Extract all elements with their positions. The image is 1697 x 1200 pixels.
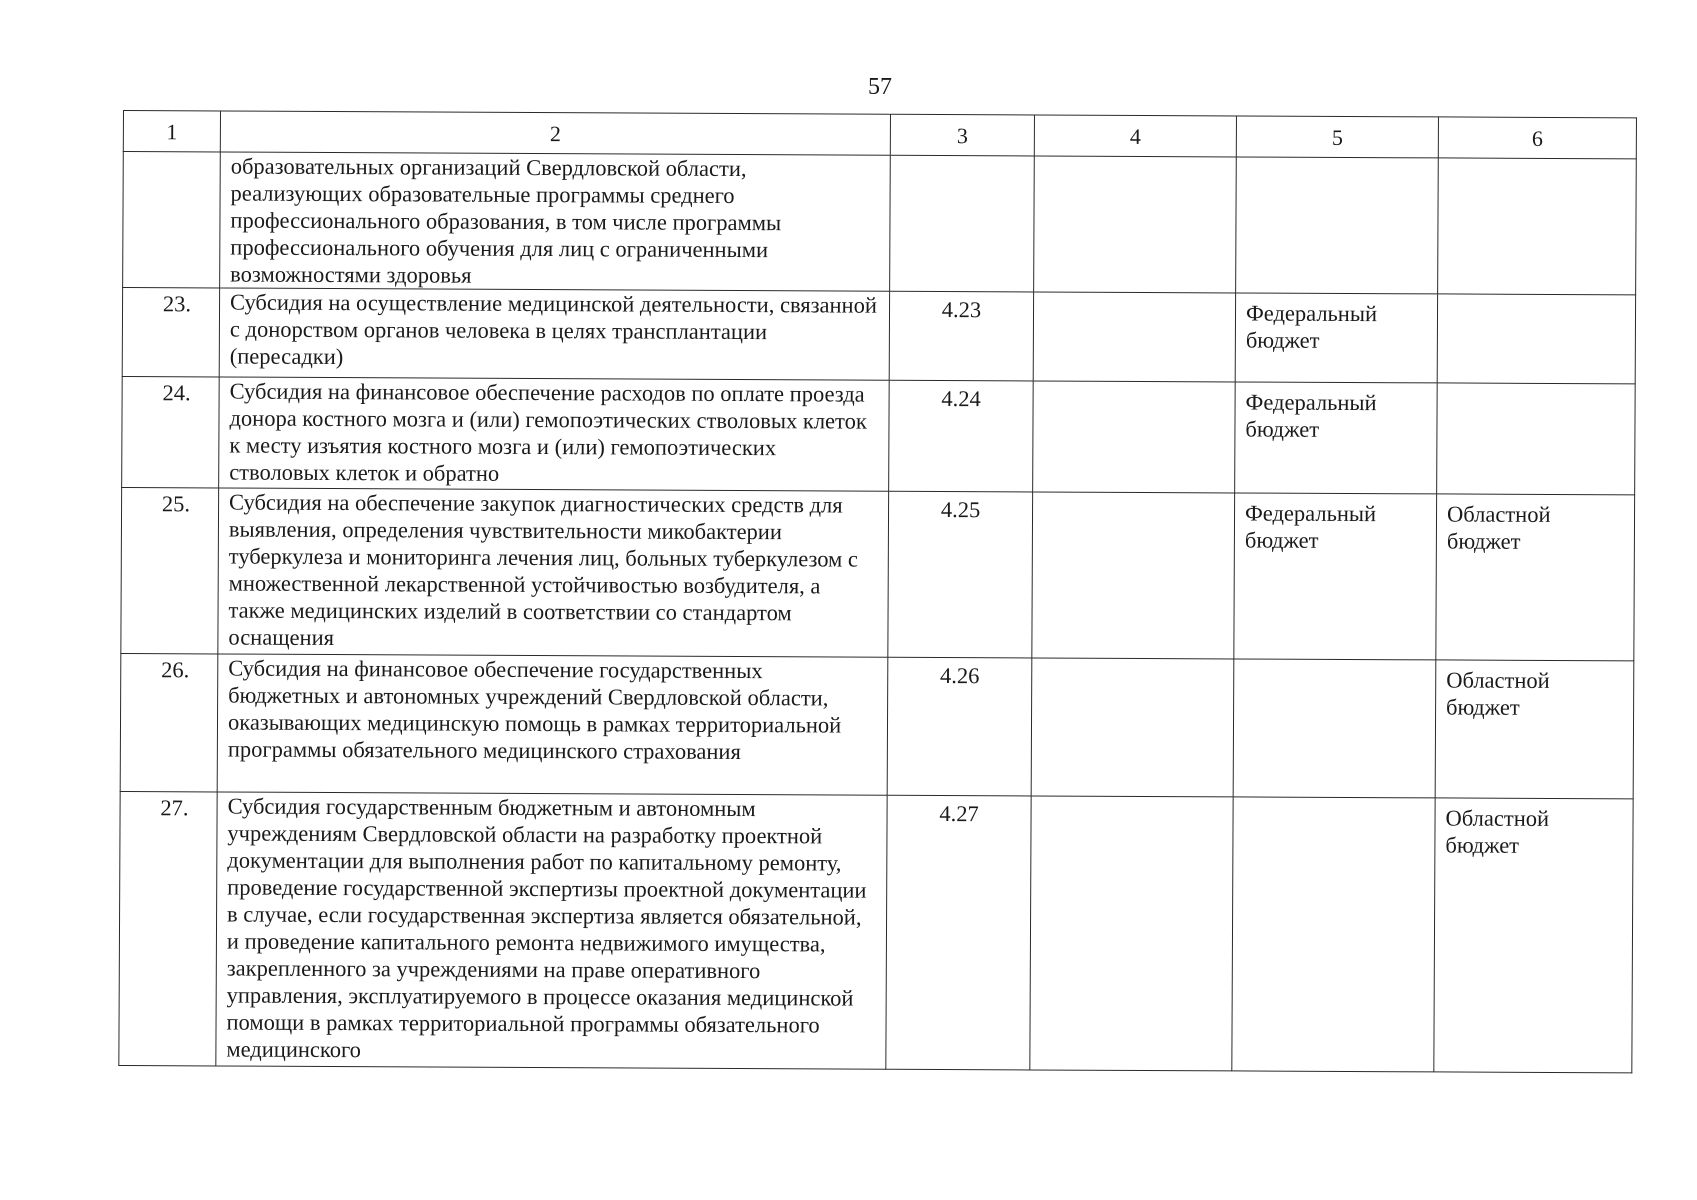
row-col4 — [1033, 381, 1236, 493]
row-number: 24. — [122, 376, 220, 487]
row-col4 — [1032, 492, 1235, 659]
row-budget-regional: Областной бюджет — [1435, 660, 1634, 799]
column-header-3: 3 — [890, 114, 1034, 156]
row-budget-regional: Областной бюджет — [1436, 494, 1635, 661]
row-col4 — [1030, 796, 1233, 1071]
row-name: образовательных организаций Свердловской области, реализующих образовательные программы среднего профессионального образования, в том числе программы профессионального обучения для лиц с ограниченными возможностями здоровья — [220, 152, 891, 291]
row-name: Субсидия на обеспечение закупок диагностических средств для выявления, определения чувствительности микобактерии туберкулеза и мониторинга лечения лиц, больных туберкулезом с множественной лекарственной устойчивостью возбудителя, а также медицинских изделий в соответствии со стандартом оснащения — [218, 488, 889, 657]
row-name: Субсидия государственным бюджетным и автономным учреждениям Свердловской области на разработку проектной документации для выполнения работ по капитальному ремонту, проведение государственной экспертизы проектной документации в случае, если государственная экспертиза является обязательной, и проведение капитального ремонта недвижимого имущества, закрепленного за учреждениями на праве оперативного управления, эксплуатируемого в процессе оказания медицинской помощи в рамках территориальной программы обязательного медицинского — [216, 792, 887, 1069]
column-header-6: 6 — [1438, 117, 1636, 159]
row-budget-regional — [1437, 294, 1635, 384]
row-budget-regional — [1438, 158, 1637, 295]
row-name: Субсидия на осуществление медицинской деятельности, связанной с донорством органов человека в целях трансплантации (пересадки) — [219, 288, 889, 380]
table-row — [120, 653, 1634, 798]
row-col4 — [1031, 658, 1234, 797]
row-budget-regional: Областной бюджет — [1434, 798, 1633, 1073]
column-header-1: 1 — [123, 111, 220, 152]
row-col4 — [1033, 292, 1235, 382]
row-budget-federal — [1232, 797, 1435, 1072]
row-budget-federal: Федеральный бюджет — [1234, 493, 1437, 660]
table-row — [122, 288, 1635, 384]
column-header-5: 5 — [1236, 116, 1438, 158]
table-row — [122, 376, 1636, 494]
row-code — [890, 155, 1035, 292]
row-code: 4.25 — [888, 491, 1033, 658]
row-name: Субсидия на финансовое обеспечение расходов по оплате проезда донора костного мозга и (или) гемопоэтических стволовых клеток к месту изъятия костного мозга и (или) гемопоэтических стволовых клеток и обратно — [219, 377, 890, 491]
row-name: Субсидия на финансовое обеспечение государственных бюджетных и автономных учреждений Свердловской области, оказывающих медицинскую помощь в рамках территориальной программы обязательного медицинского страхования — [217, 654, 888, 795]
row-budget-federal: Федеральный бюджет — [1235, 382, 1438, 494]
row-number: 25. — [121, 487, 219, 653]
row-number — [123, 152, 221, 288]
row-budget-federal: Федеральный бюджет — [1235, 293, 1437, 383]
row-budget-regional — [1437, 383, 1636, 495]
row-budget-federal — [1233, 659, 1436, 798]
row-budget-federal — [1236, 157, 1439, 294]
table-row — [121, 487, 1635, 660]
row-code: 4.26 — [887, 657, 1032, 796]
subsidy-table — [118, 110, 1637, 1073]
column-header-2: 2 — [220, 111, 890, 155]
row-number: 23. — [122, 288, 219, 377]
row-code: 4.27 — [886, 795, 1031, 1070]
row-code: 4.23 — [889, 291, 1033, 381]
row-number: 27. — [119, 791, 217, 1065]
column-header-4: 4 — [1034, 115, 1236, 157]
row-col4 — [1034, 156, 1237, 293]
row-number: 26. — [120, 653, 218, 791]
page-number: 57 — [868, 74, 892, 100]
table-row — [123, 152, 1637, 295]
row-code: 4.24 — [889, 380, 1034, 492]
table-row — [119, 791, 1633, 1072]
